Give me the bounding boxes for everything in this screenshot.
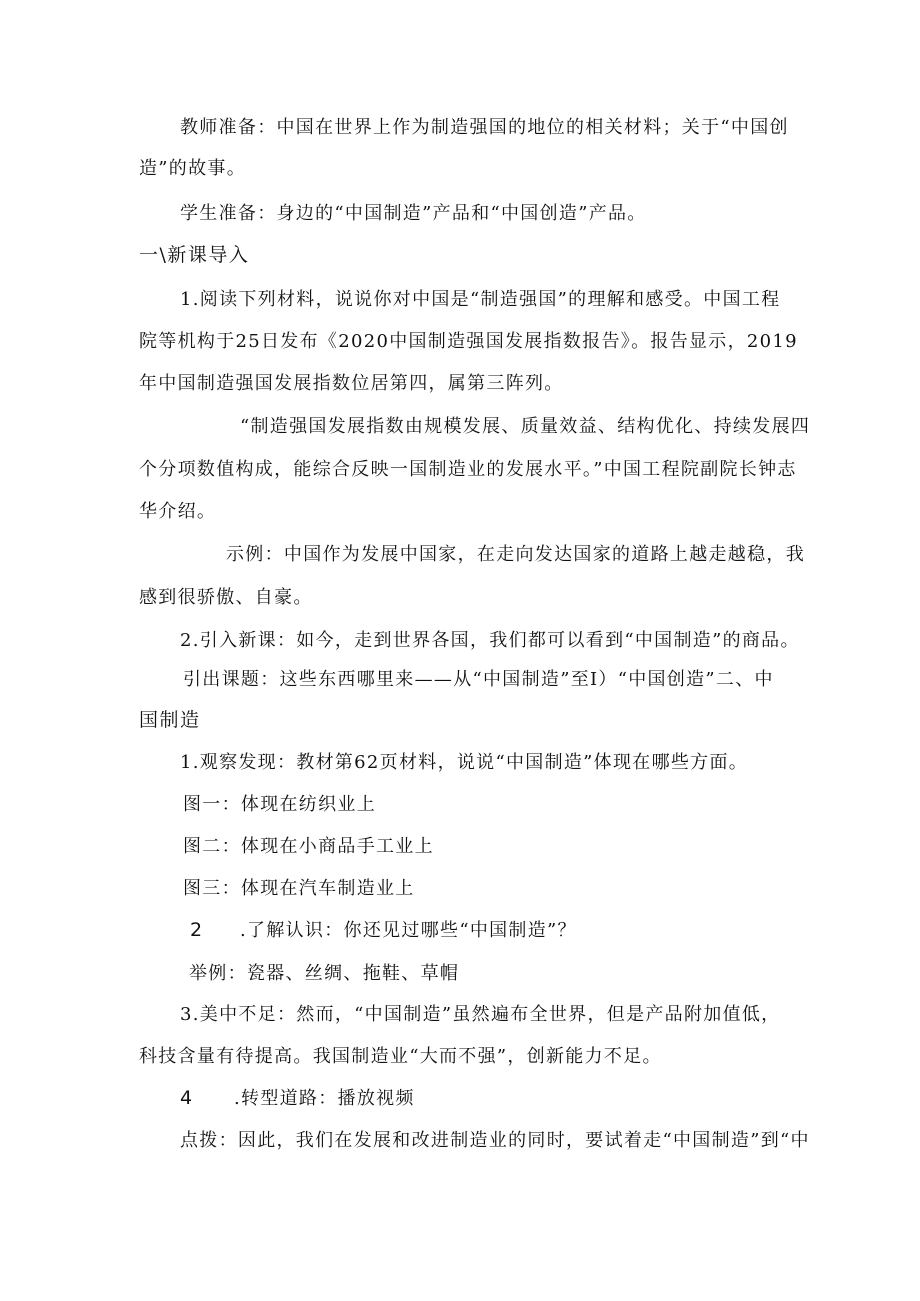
text-line: 举例：瓷器、丝绸、拖鞋、草帽 xyxy=(189,963,460,984)
text-line: 华介绍。 xyxy=(139,501,217,522)
list-number: 2 xyxy=(190,919,203,941)
text-line: 院等机构于25日发布《2020中国制造强国发展指数报告》。报告显示，2019 xyxy=(139,331,798,352)
text-line: 学生准备：身边的“中国制造”产品和“中国创造”产品。 xyxy=(180,203,647,224)
text-line: 引出课题：这些东西哪里来——从“中国制造”至I）“中国创造”二、中 xyxy=(183,669,774,690)
text-line: 1.阅读下列材料，说说你对中国是“制造强国”的理解和感受。中国工程 xyxy=(180,289,781,310)
list-number: 4 xyxy=(180,1087,193,1109)
text-line: 教师准备：中国在世界上作为制造强国的地位的相关材料；关于“中国创 xyxy=(180,117,789,138)
text-line: 年中国制造强国发展指数位居第四，属第三阵列。 xyxy=(139,373,564,394)
text-line: .了解认识：你还见过哪些“中国制造”？ xyxy=(240,920,577,941)
text-line: 科技含量有待提高。我国制造业“大而不强”，创新能力不足。 xyxy=(139,1046,662,1067)
text-line: 1.观察发现：教材第62页材料，说说“中国制造”体现在哪些方面。 xyxy=(180,752,749,773)
text-line: .转型道路：播放视频 xyxy=(234,1088,415,1109)
section-heading: 国制造 xyxy=(139,709,201,731)
text-line: 感到很骄傲、自豪。 xyxy=(139,587,313,608)
text-line: 图三：体现在汽车制造业上 xyxy=(183,878,415,899)
text-line: 示例：中国作为发展中国家，在走向发达国家的道路上越走越稳，我 xyxy=(226,544,805,565)
text-line: 点拨：因此，我们在发展和改进制造业的同时，要试着走“中国制造”到“中 xyxy=(180,1130,810,1151)
text-line: 2.引入新课：如今，走到世界各国，我们都可以看到“中国制造”的商品。 xyxy=(180,630,800,651)
section-heading: 一\新课导入 xyxy=(139,244,250,266)
text-line: 图一：体现在纺织业上 xyxy=(183,794,376,815)
text-line: 个分项数值构成，能综合反映一国制造业的发展水平。”中国工程院副院长钟志 xyxy=(139,459,797,480)
text-line: 造”的故事。 xyxy=(139,158,247,179)
text-line: 图二：体现在小商品手工业上 xyxy=(183,836,434,857)
text-line: 3.美中不足：然而，“中国制造”虽然遍布全世界，但是产品附加值低， xyxy=(180,1004,781,1025)
text-line: “制造强国发展指数由规模发展、质量效益、结构优化、持续发展四 xyxy=(240,416,811,437)
